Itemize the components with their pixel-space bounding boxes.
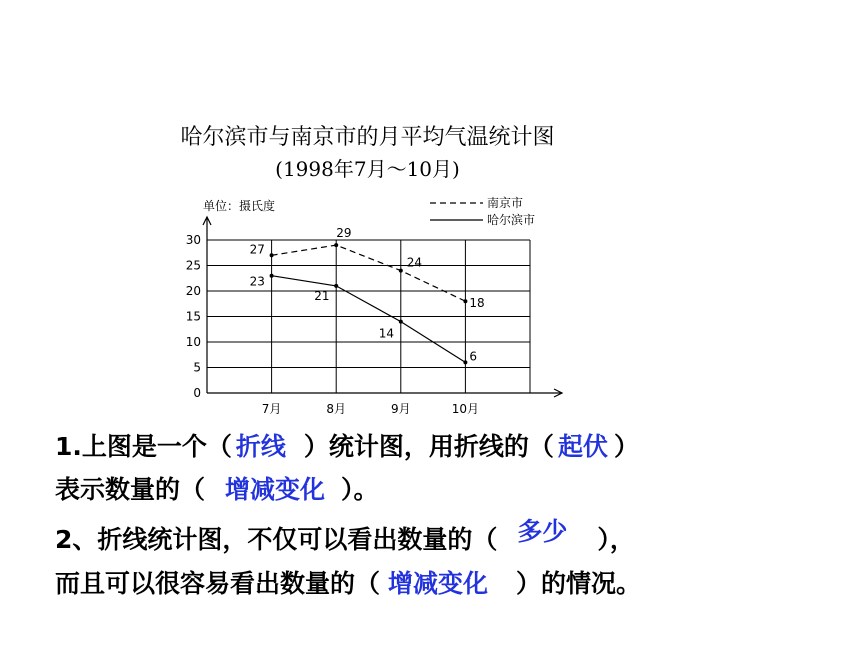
q1-text-4: 表示数量的（ bbox=[55, 475, 206, 504]
q2-text-4: ）的情况。 bbox=[516, 569, 642, 598]
question-2-line-2 bbox=[55, 562, 641, 606]
y-tick-label: 5 bbox=[193, 360, 201, 375]
x-tick-label: 7月 bbox=[261, 402, 282, 416]
y-tick-label: 10 bbox=[185, 335, 201, 349]
q1-text-5: ）。 bbox=[341, 475, 379, 504]
q2-text-1: 2、折线统计图，不仅可以看出数量的（ bbox=[55, 525, 498, 554]
series-line-1 bbox=[272, 245, 466, 301]
y-tick-label: 25 bbox=[185, 258, 201, 273]
data-label: 27 bbox=[249, 242, 265, 257]
data-point bbox=[399, 320, 403, 324]
chart-title: 哈尔滨市与南京市的月平均气温统计图 bbox=[180, 125, 555, 150]
q2-text-2: ）， bbox=[597, 525, 635, 554]
q1-text-3: ） bbox=[613, 432, 639, 461]
data-point bbox=[463, 360, 467, 364]
data-point bbox=[463, 299, 467, 303]
y-tick-label: 15 bbox=[185, 309, 201, 324]
x-tick-label: 9月 bbox=[390, 402, 411, 416]
data-label: 18 bbox=[469, 296, 485, 311]
q1-text-1: 1.上图是一个（ bbox=[55, 432, 232, 461]
legend-label: 南京市 bbox=[487, 196, 524, 210]
question-1-line-1 bbox=[55, 425, 639, 469]
unit-label: 单位：摄氏度 bbox=[203, 199, 276, 213]
question-1-line-2 bbox=[55, 468, 379, 512]
x-tick-label: 10月 bbox=[451, 402, 480, 416]
data-point bbox=[270, 253, 274, 257]
legend-label: 哈尔滨市 bbox=[487, 213, 536, 227]
data-label: 21 bbox=[314, 288, 330, 303]
q2-text-3: 而且可以很容易看出数量的（ bbox=[55, 569, 381, 598]
q1-text-2: ）统计图，用折线的（ bbox=[303, 432, 554, 461]
y-tick-label: 30 bbox=[185, 233, 201, 247]
y-tick-label: 0 bbox=[193, 386, 201, 400]
data-label: 14 bbox=[378, 326, 395, 341]
data-label: 23 bbox=[249, 274, 265, 289]
data-label: 6 bbox=[469, 349, 478, 364]
chart-grid bbox=[207, 240, 530, 393]
chart-subtitle: (1998年7月～10月) bbox=[275, 157, 460, 181]
q2-answer-1: 多少 bbox=[517, 517, 568, 546]
q1-answer-1: 折线 bbox=[235, 432, 286, 461]
series-lines bbox=[250, 226, 485, 364]
question-2-line-1 bbox=[55, 518, 635, 562]
q2-answer-2: 增减变化 bbox=[388, 569, 489, 598]
x-tick-label: 8月 bbox=[326, 402, 347, 416]
data-point bbox=[270, 274, 274, 278]
tick-labels bbox=[186, 233, 479, 416]
q1-answer-3: 增减变化 bbox=[225, 475, 326, 504]
series-line-2 bbox=[272, 276, 466, 363]
line-chart bbox=[175, 190, 575, 420]
data-point bbox=[334, 284, 338, 288]
data-point bbox=[334, 243, 338, 247]
y-tick-label: 20 bbox=[185, 284, 201, 298]
data-point bbox=[399, 269, 403, 273]
chart-legend bbox=[430, 195, 535, 227]
data-label: 29 bbox=[336, 226, 352, 241]
q1-answer-2: 起伏 bbox=[557, 432, 608, 461]
data-label: 24 bbox=[406, 255, 423, 270]
